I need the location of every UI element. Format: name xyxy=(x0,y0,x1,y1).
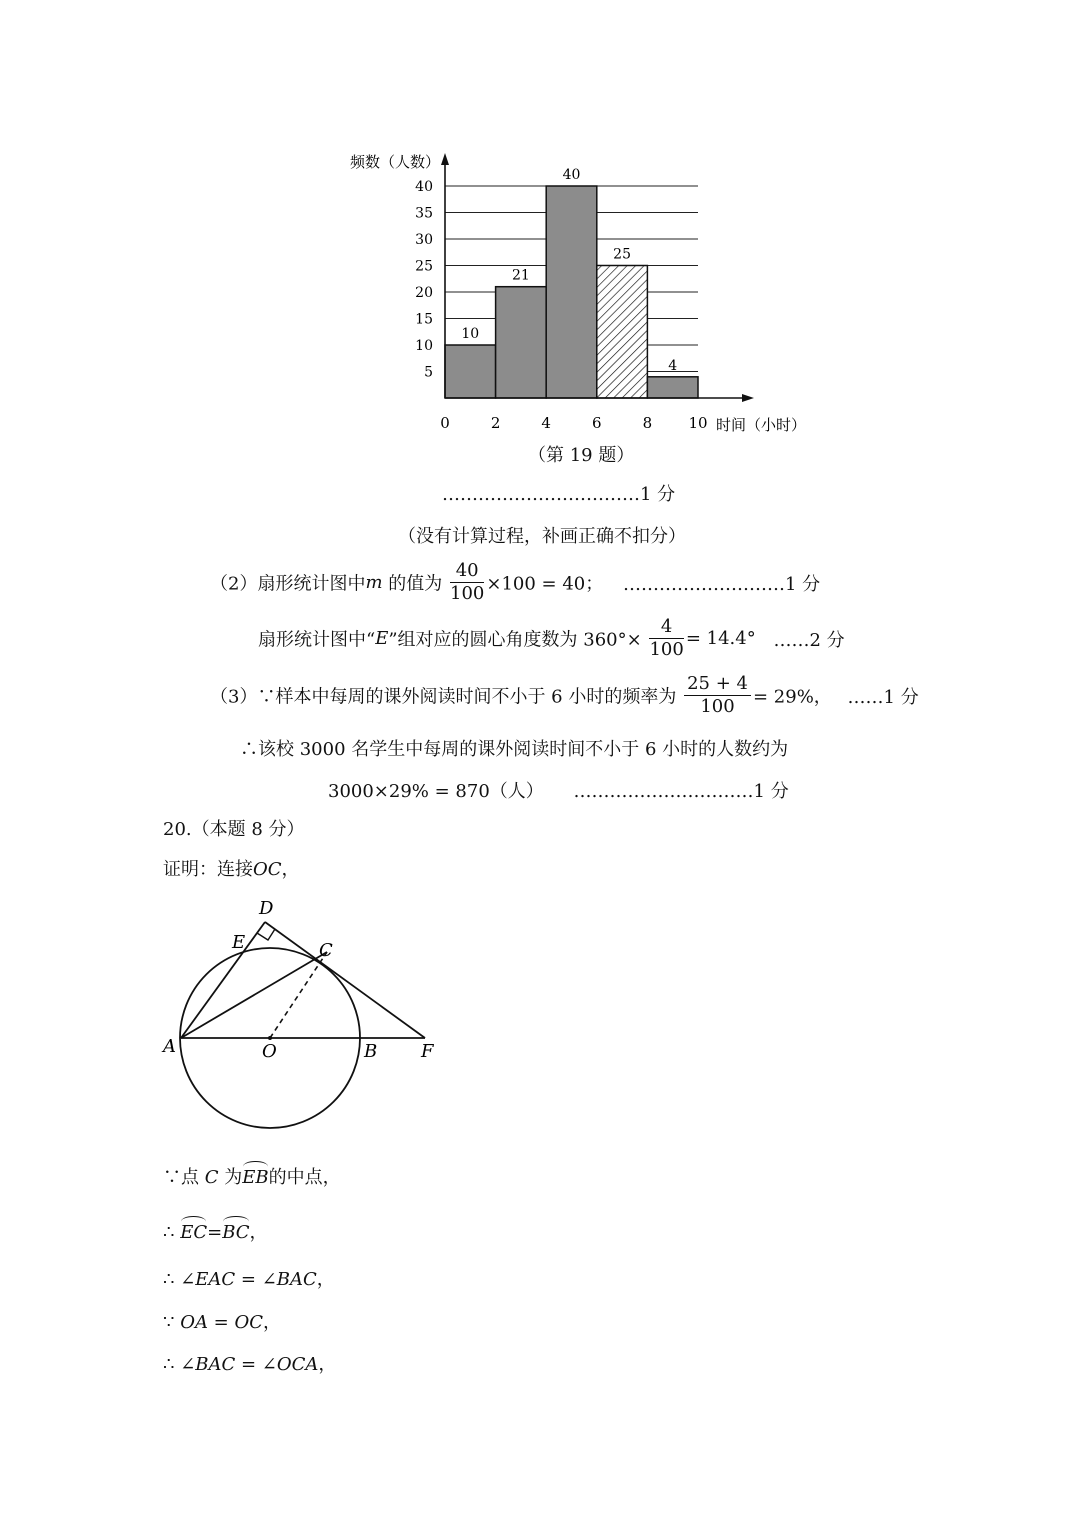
label-o: O xyxy=(262,1041,277,1062)
proof-intro-text: 证明：连接 xyxy=(163,859,253,880)
chart-caption: （第 19 题） xyxy=(528,445,635,466)
step-var: C xyxy=(204,1167,219,1188)
proof-var: OC xyxy=(253,859,282,880)
line-df xyxy=(265,922,425,1038)
y-axis-label: 频数（人数） xyxy=(350,153,441,171)
label-d: D xyxy=(259,898,274,919)
fraction-denominator: 100 xyxy=(700,696,735,717)
histogram-chart xyxy=(340,145,820,470)
part2-line xyxy=(210,560,820,605)
y-tick-label: 40 xyxy=(415,179,433,195)
line-oc-dashed xyxy=(270,952,327,1038)
step-pre: ∴ xyxy=(163,1269,181,1290)
q20-proof-intro xyxy=(163,855,300,881)
step-post: 的中点， xyxy=(268,1167,341,1188)
histogram-bar xyxy=(597,266,648,399)
part2b-var: E xyxy=(375,628,389,649)
part2b-fraction xyxy=(649,616,683,661)
y-tick-label: 30 xyxy=(415,232,433,248)
center-dot xyxy=(268,1036,272,1040)
score-line-1: ……………………………1 分 xyxy=(442,484,676,505)
x-tick-label: 4 xyxy=(541,414,551,432)
step-post: ， xyxy=(263,1312,281,1333)
histogram-bar xyxy=(445,345,496,398)
x-tick-label: 8 xyxy=(642,414,653,432)
y-tick-label: 35 xyxy=(415,205,433,222)
y-axis-arrow xyxy=(441,153,449,165)
y-tick-label: 10 xyxy=(415,338,433,354)
step-pre: ∴ xyxy=(163,1222,181,1243)
proof-step-4 xyxy=(163,1308,281,1334)
step-pre: ∴ xyxy=(163,1354,181,1375)
step-mid: = xyxy=(207,1222,223,1243)
x-tick-label: 10 xyxy=(688,414,708,432)
histogram-bar xyxy=(647,377,698,398)
note-text: （没有计算过程，补画正确不扣分） xyxy=(398,526,686,547)
q20-title: 20.（本题 8 分） xyxy=(163,819,305,840)
bar-value-label: 25 xyxy=(613,246,632,263)
proof-step-1 xyxy=(163,1163,341,1189)
step-post: ， xyxy=(318,1354,337,1375)
geometry-figure xyxy=(155,890,455,1130)
fraction-numerator: 40 xyxy=(450,560,484,583)
arc-bc: BC xyxy=(222,1222,250,1243)
part3-text: （3）∵样本中每周的课外阅读时间不小于 6 小时的频率为 xyxy=(210,686,677,708)
part3c-score: …………………………1 分 xyxy=(573,781,789,802)
part3c-line xyxy=(328,777,789,803)
bar-value-label: 40 xyxy=(562,167,581,183)
part3-after: = 29%， xyxy=(752,686,832,708)
part3b-line: ∴该校 3000 名学生中每周的课外阅读时间不小于 6 小时的人数约为 xyxy=(240,739,789,760)
fraction-denominator: 100 xyxy=(649,639,684,660)
part2b-after: = 14.4° xyxy=(685,628,756,649)
part2-score: ………………………1 分 xyxy=(622,573,821,595)
step-post: ， xyxy=(316,1269,335,1290)
part2-fraction xyxy=(450,560,484,605)
fraction-numerator: 25 + 4 xyxy=(684,673,751,696)
y-tick-label: 20 xyxy=(415,285,433,301)
bar-value-label: 4 xyxy=(668,357,678,374)
label-f: F xyxy=(421,1041,434,1062)
label-b: B xyxy=(364,1041,378,1062)
part3-fraction xyxy=(684,673,751,718)
part3-score: ……1 分 xyxy=(847,686,919,708)
x-tick-label: 2 xyxy=(490,414,501,432)
histogram-bar xyxy=(546,186,597,398)
proof-step-2 xyxy=(163,1218,268,1244)
proof-step-3 xyxy=(163,1265,335,1291)
y-tick-label: 25 xyxy=(415,258,433,275)
step-pre: ∵ xyxy=(163,1312,181,1333)
step-pre: ∵点 xyxy=(163,1167,205,1188)
part2-label: （2）扇形统计图中 xyxy=(210,573,366,595)
part2b-line xyxy=(258,616,845,661)
fraction-denominator: 100 xyxy=(450,583,485,604)
y-tick-label: 5 xyxy=(424,364,433,381)
x-tick-label: 6 xyxy=(592,414,602,432)
step-mid: 为 xyxy=(218,1167,243,1188)
fraction-numerator: 4 xyxy=(649,616,683,639)
line-ac xyxy=(181,952,327,1038)
line-ad xyxy=(181,922,265,1038)
bar-value-label: 10 xyxy=(461,326,480,342)
histogram-bar xyxy=(496,287,547,398)
label-a: A xyxy=(163,1036,176,1057)
step-expr: ∠EAC = ∠BAC xyxy=(180,1269,317,1290)
label-c: C xyxy=(319,940,333,961)
bar-value-label: 21 xyxy=(511,267,530,284)
part2-after: ×100 = 40； xyxy=(486,573,604,595)
part2b-text: 扇形统计图中“ xyxy=(258,629,376,651)
part3-line xyxy=(210,673,919,718)
part2-var: m xyxy=(365,572,383,593)
x-axis-arrow xyxy=(742,394,754,402)
part2-text: 的值为 xyxy=(382,573,443,595)
step-expr: ∠BAC = ∠OCA xyxy=(180,1354,319,1375)
part3c-text: 3000×29% = 870（人） xyxy=(328,781,544,802)
step-expr: OA = OC xyxy=(180,1312,263,1333)
step-post: ， xyxy=(249,1222,268,1243)
arc-eb: EB xyxy=(242,1167,269,1188)
x-axis-label: 时间（小时） xyxy=(716,416,807,434)
arc-ec: EC xyxy=(180,1222,208,1243)
proof-end: ， xyxy=(281,859,300,880)
y-tick-label: 15 xyxy=(415,311,433,328)
part2b-text2: ”组对应的圆心角度数为 360°× xyxy=(388,629,642,651)
label-e: E xyxy=(232,932,246,953)
proof-step-5 xyxy=(163,1350,336,1376)
x-tick-label: 0 xyxy=(440,414,450,432)
part2b-score: ……2 分 xyxy=(773,629,845,651)
